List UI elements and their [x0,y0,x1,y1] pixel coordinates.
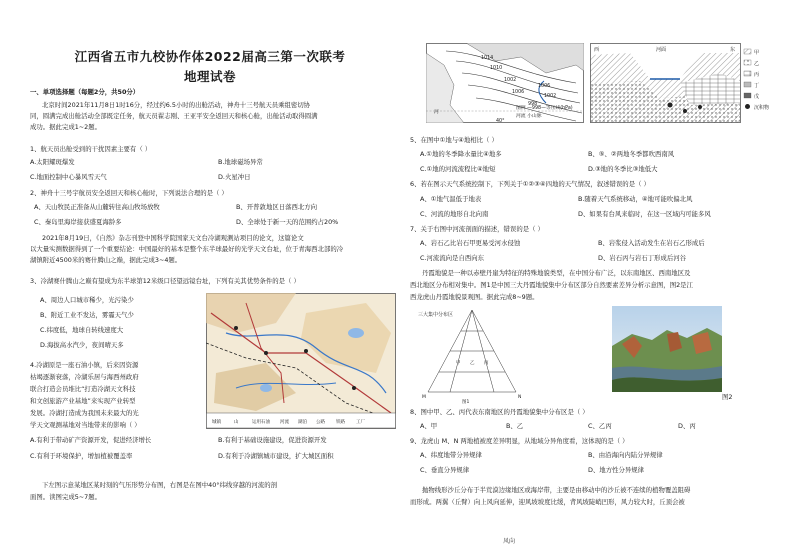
legend-label: 运用石油 [252,420,270,425]
question-stem: 5、在图中①地与④地相比（ ） [410,136,498,144]
passage-line: 2021年8月19日，《自然》杂志刊登中国科学院国家天文台冷湖观测站项目的论文，这篇论文 [42,234,304,242]
option: D、全球处于新一天的范围约占20% [236,218,339,226]
option: B、乙 [506,422,524,430]
triangle-diagram [412,306,532,404]
passage-line: 学天文观测基地对当地带来的影响（ ） [30,421,141,429]
isobar-value: 1002 [544,94,557,99]
option: A.太阳耀斑爆发 [30,158,75,166]
label-east: 东 [730,47,736,53]
option: D.海拔高水汽少，夜间晴天多 [40,341,124,349]
exam-title: 江西省五市九校协作体2022届高三第一次联考 [74,49,346,64]
figure-caption: 图1 [462,400,470,404]
river-cross-section [590,43,778,123]
legend-label: 河流 [280,420,289,425]
triangle-region: 乙 [470,361,475,366]
legend-label: 城镇 [212,420,221,425]
legend-text: 图例 —998—等压线(hPa) [516,106,573,111]
option: C.纬度低，地球自转线速度大 [40,326,124,334]
isobar-value: 998 [528,102,538,107]
passage-line: 4.冷湖原是一座石油小镇，后来因资源 [30,361,139,369]
isobar-value: 1006 [512,90,525,95]
passage-line: 和文创旅游产业基地”来实现产业转型 [30,397,136,405]
option: B.有利于基础设施建设，促进资源开发 [218,436,327,444]
option: B、附近工业不发达，雾霾天气少 [40,311,134,319]
question-stem: 8、图中甲、乙、丙代表东南地区的丹霞地貌集中分布区是（ ） [410,408,589,416]
option: B、岩浆侵入活动发生在岩石乙形成后 [598,239,705,247]
triangle-region: 甲 [456,361,461,366]
passage-line: 面图。读图完成5~7题。 [30,493,102,501]
passage-line: 成功。据此完成1~2题。 [30,123,102,131]
option: D.火星冲日 [218,173,251,181]
question-stem: 3、冷湖赛什腾山之巅有望成为东半球第12米级口径望远镜台址，下列有关其优势条件的是（ ） [30,277,300,285]
option: A.①地的冬季降水量比④地多 [420,150,502,158]
legend-label: 铁路 [336,420,345,425]
question-stem: 1、航天员出舱受到的干扰因素主要有（ ） [30,145,152,153]
figure-caption: 图2 [722,393,733,401]
question-stem: 2、神舟十三号宇航员安全返回天和核心舱时，下列说法合理的是（ ） [30,189,228,197]
legend-label: 山 [234,420,239,425]
triangle-region: 丙 [484,361,489,366]
label-river-surface: 河面 [656,47,667,53]
option: A.有利于带动矿产资源开发，促进经济增长 [30,436,152,444]
option: C、垂直分异规律 [420,466,470,474]
option: C、乙丙 [588,422,612,430]
legend-label: 丁 [754,83,760,89]
option: B、由沿海向内陆分异规律 [588,451,663,459]
option: C、秦岛里海岸接获盛夏海龄多 [34,218,122,226]
triangle-vertex: M [422,395,426,400]
label-west: 西 [594,47,600,53]
option: B.随着天气系统移动，④地可能吹偏北风 [578,195,693,203]
isobar-value: 1006 [538,84,551,89]
lenghu-map [206,293,396,429]
triangle-vertex: N [518,395,522,400]
passage-line: 而形成。两翼（丘臂）向上风向延伸，迎风坡坡度比缓，背风坡陡峭凹形，风力较大时，丘顶会被 [410,498,685,506]
option: A、①地气温低于地表 [420,195,482,203]
option: A、岩石乙比岩石甲更易受河水侵蚀 [420,239,521,247]
passage-line: 同，圆满完成出舱活动全部既定任务，航天员翟志刚、王亚平安全返回天和核心舱，出舱活动取得圆满 [30,112,318,120]
section-heading: 一、单项选择题（每题2分，共50分） [30,88,140,96]
passage-line: 北京时间2021年11月8日1时16分，经过约6.5小时的出舱活动，神舟十三号航天员乘组密切协 [42,101,311,109]
isobar-value: 1010 [490,66,503,71]
legend-label: 工厂 [356,420,365,425]
page-footer: 风向 [503,538,516,545]
question-stem: 9、龙虎山 M、N 两地植被度差异明显，从地域分异角度看，这体现的是（ ） [410,437,629,445]
legend-text: 河流 小山脉 [516,114,542,119]
passage-line: 抛物线形沙丘分布于半荒漠边缘地区或海岸带，主要是由移动中的沙丘被不连续的植物覆盖阻碍 [422,486,691,494]
option: A、纬度地带分异规律 [420,451,482,459]
passage-line: 枯竭逐渐衰落，冷湖乐居与海西州政府 [30,373,139,381]
legend-label: 湖泊 [298,420,307,425]
option: D、丙 [678,422,696,430]
danxia-photo [612,306,722,392]
legend-label: 戊 [754,94,760,100]
passage-line: 发展。冷湖打造成为我国未来最大的光 [30,409,139,417]
river-label: 河 [434,110,439,115]
passage-line: 西龙虎山丹霞地貌景观图。据此完成8~9题。 [410,293,539,301]
isobar-value: 1014 [481,56,494,61]
option: D.有利于冷湖镇城市建设，扩大城区面积 [218,452,334,460]
legend-label: 甲 [754,50,760,56]
passage-line: 下左图示意某地区某时刻的气压形势分布图，右图是在图中40°纬线穿越的河流的剖 [42,481,277,489]
question-stem: 6、若在图示天气系统控制下，下列关于①②③④四地的天气情况，叙述错误的是（ ） [410,180,650,188]
option: C.有利于环境保护，增加植被覆盖率 [30,452,133,460]
passage-line: 丹霞地貌是一种以赤壁丹崖为特征的特殊地貌类型，在中国分布广泛，以东南地区、西南地区及 [422,269,691,277]
option: D、如果有台风来临时，在这一区域内可能多风 [578,210,711,218]
option: C、河流的地形自北向南 [420,210,489,218]
legend-label: 沉积物 [754,105,770,111]
latitude-label: 40° [496,119,505,123]
triangle-title: 三大集中分布区 [418,312,454,318]
option: C.河流流向是自西向东 [420,254,485,262]
legend-label: 乙 [754,61,760,67]
option: B、开普敦地区日落西北方向 [236,203,318,211]
legend-label: 丙 [754,72,760,78]
isobar-map [426,43,584,123]
option: B.地球磁场异常 [218,158,263,166]
legend-label: 公路 [316,420,325,425]
option: D.③地的冬季比③地低大 [588,165,658,173]
passage-line: 以大量实测数据得到了一个重要结论：中国最好的基本是整个东半球最好的光学天文台址，位于青海西北部的冷 [30,245,344,253]
option: D、岩石丙与岩石丁形成后河谷 [598,254,686,262]
passage-line: 西北地区分布相对集中。图1是中国三大丹霞地貌集中分布区部分自然要素差异分析示意图，图2是江 [410,281,693,289]
option: A、周边人口城市稀少，光污染少 [40,296,134,304]
option: C.地面控制中心暴风雪天气 [30,173,107,181]
option: B、⑤、②两地冬季都吹西南风 [588,150,675,158]
option: A、天山牧民正准备从山麓转往高山牧场放牧 [34,203,160,211]
exam-subtitle: 地理试卷 [183,69,236,84]
question-stem: 7、关于右图中河流剖面的描述，错误的是（ ） [410,225,544,233]
passage-line: 湖镇附近4500米的赛什腾山之巅，据此完成3~4题。 [30,256,182,264]
option: A、甲 [420,422,438,430]
option: C.①地的河流流程比④地短 [420,165,496,173]
passage-line: 联合打造会员堆比“打造冷湖天文科技 [30,385,136,393]
isobar-value: 1002 [504,78,517,83]
option: D、地方性分异规律 [588,466,645,474]
